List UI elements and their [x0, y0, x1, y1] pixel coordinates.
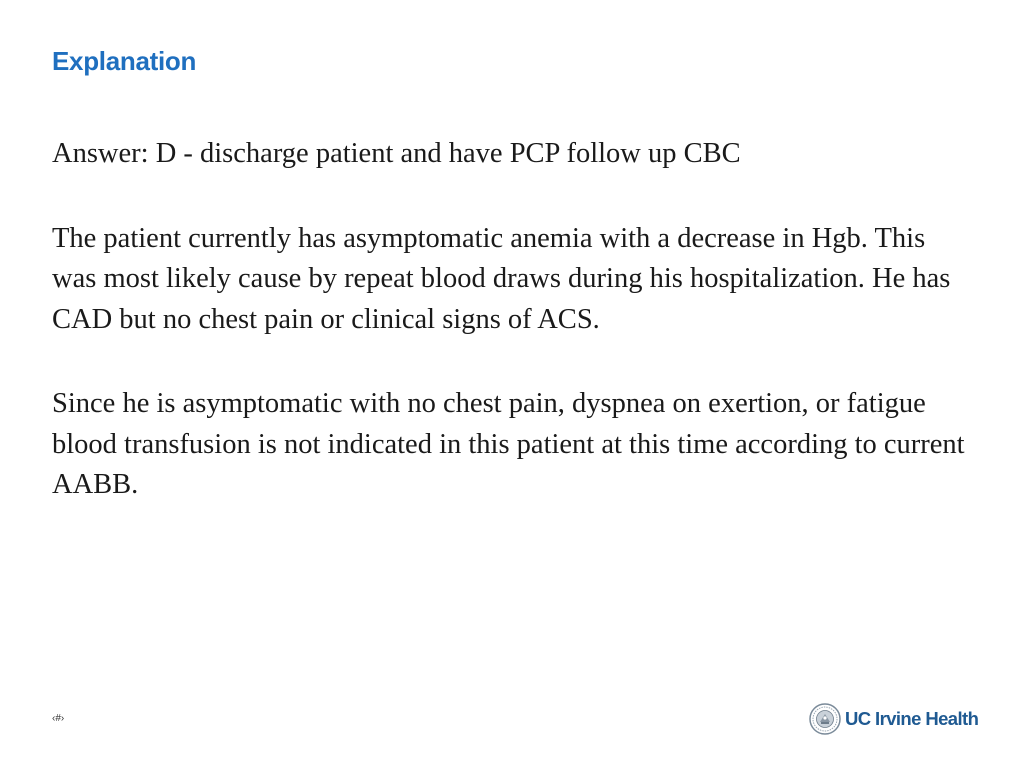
slide-number: ‹#› [52, 713, 65, 724]
slide-title: Explanation [52, 46, 197, 76]
logo-text: UC Irvine Health [845, 708, 979, 729]
slide-body [52, 134, 972, 550]
university-seal-icon [809, 703, 841, 735]
explanation-paragraph: The patient currently has asymptomatic anemia with a decrease in Hgb. This was most likely cause by repeat blood draws during his hospitalization. He has CAD but no chest pain or clinical signs of ACS. [52, 222, 951, 335]
answer-paragraph: Answer: D - discharge patient and have PCP follow up CBC [52, 138, 741, 169]
uc-irvine-health-logo [809, 701, 978, 737]
transfusion-paragraph: Since he is asymptomatic with no chest pain, dyspnea on exertion, or fatigue blood transfusion is not indicated in this patient at this time according to current AABB. [52, 388, 965, 500]
